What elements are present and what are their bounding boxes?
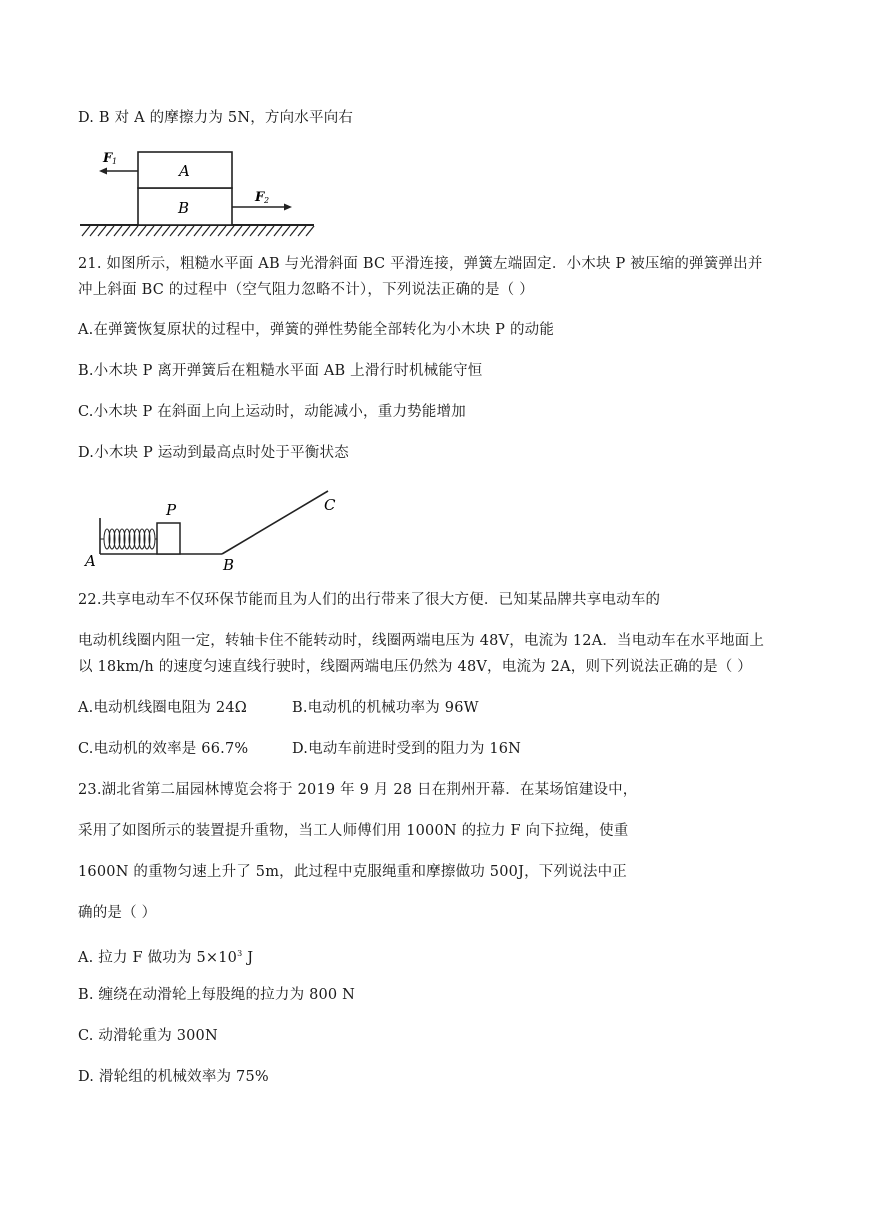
q21-option-c: C.小木块 P 在斜面上向上运动时，动能减小，重力势能增加 bbox=[78, 404, 466, 420]
label-b: B bbox=[223, 556, 235, 574]
force-1-arrowhead bbox=[99, 168, 107, 175]
q21-option-a: A.在弹簧恢复原状的过程中，弹簧的弹性势能全部转化为小木块 P 的动能 bbox=[78, 322, 555, 338]
q22-option-b: B.电动机的机械功率为 96W bbox=[292, 700, 479, 716]
q23-option-a bbox=[78, 944, 253, 968]
q21-option-d: D.小木块 P 运动到最高点时处于平衡状态 bbox=[78, 445, 349, 461]
q23-option-a-text: A. 拉力 F 做功为 5×10 bbox=[78, 950, 238, 966]
force-2-label: F bbox=[255, 190, 265, 205]
q21-stem-line-2: 冲上斜面 BC 的过程中（空气阻力忽略不计），下列说法正确的是（ ） bbox=[78, 282, 534, 298]
q22-option-a: A.电动机线圈电阻为 24Ω bbox=[78, 700, 247, 716]
q23-stem-line-2: 采用了如图所示的装置提升重物，当工人师傅们用 1000N 的拉力 F 向下拉绳，使重 bbox=[78, 823, 629, 839]
q22-stem-line-1: 22.共享电动车不仅环保节能而且为人们的出行带来了很大方便．已知某品牌共享电动车的 bbox=[78, 592, 661, 608]
force-1-label: F bbox=[103, 151, 113, 166]
force-2-arrowhead bbox=[284, 204, 292, 211]
q22-stem-line-3: 以 18km/h 的速度匀速直线行驶时，线圈两端电压仍然为 48V，电流为 2A，则下列说法正确的是（ ） bbox=[78, 659, 752, 675]
label-p: P bbox=[166, 501, 177, 519]
q23-option-d: D. 滑轮组的机械效率为 75% bbox=[78, 1069, 269, 1085]
q23-option-c: C. 动滑轮重为 300N bbox=[78, 1028, 218, 1044]
stacked-blocks-figure bbox=[78, 145, 323, 240]
force-1-subscript: 1 bbox=[112, 157, 118, 166]
q23-stem-line-4: 确的是（ ） bbox=[78, 905, 157, 921]
q23-stem-line-3: 1600N 的重物匀速上升了 5m，此过程中克服绳重和摩擦做功 500J，下列说法中正 bbox=[78, 864, 627, 880]
q23-stem-line-1: 23.湖北省第二届园林博览会将于 2019 年 9 月 28 日在荆州开幕．在某场馆建设中， bbox=[78, 782, 638, 798]
spring bbox=[100, 529, 157, 549]
q22-stem-line-2: 电动机线圈内阻一定，转轴卡住不能转动时，线圈两端电压为 48V，电流为 12A．当电动车在水平地面上 bbox=[78, 633, 765, 649]
q22-option-c: C.电动机的效率是 66.7% bbox=[78, 741, 249, 757]
force-2-subscript: 2 bbox=[264, 196, 270, 205]
block-a-label: A bbox=[179, 162, 190, 180]
label-a: A bbox=[85, 552, 96, 570]
label-c: C bbox=[324, 496, 336, 514]
q23-option-a-unit: J bbox=[242, 950, 254, 966]
q22-option-d: D.电动车前进时受到的阻力为 16N bbox=[292, 741, 522, 757]
q21-stem-line-1: 21. 如图所示，粗糙水平面 AB 与光滑斜面 BC 平滑连接，弹簧左端固定．小木块 P 被压缩的弹簧弹出并 bbox=[78, 256, 763, 272]
q21-option-b: B.小木块 P 离开弹簧后在粗糙水平面 AB 上滑行时机械能守恒 bbox=[78, 363, 483, 379]
block-b-label: B bbox=[178, 199, 190, 217]
ground-hatching bbox=[82, 226, 314, 236]
q20-option-d: D. B 对 A 的摩擦力为 5N，方向水平向右 bbox=[78, 110, 354, 126]
incline-bc bbox=[222, 491, 328, 554]
spring-incline-figure bbox=[80, 486, 350, 576]
q23-option-b: B. 缠绕在动滑轮上每股绳的拉力为 800 N bbox=[78, 987, 356, 1003]
block-p bbox=[157, 523, 180, 554]
q23-option-a-exponent: 3 bbox=[237, 949, 243, 958]
